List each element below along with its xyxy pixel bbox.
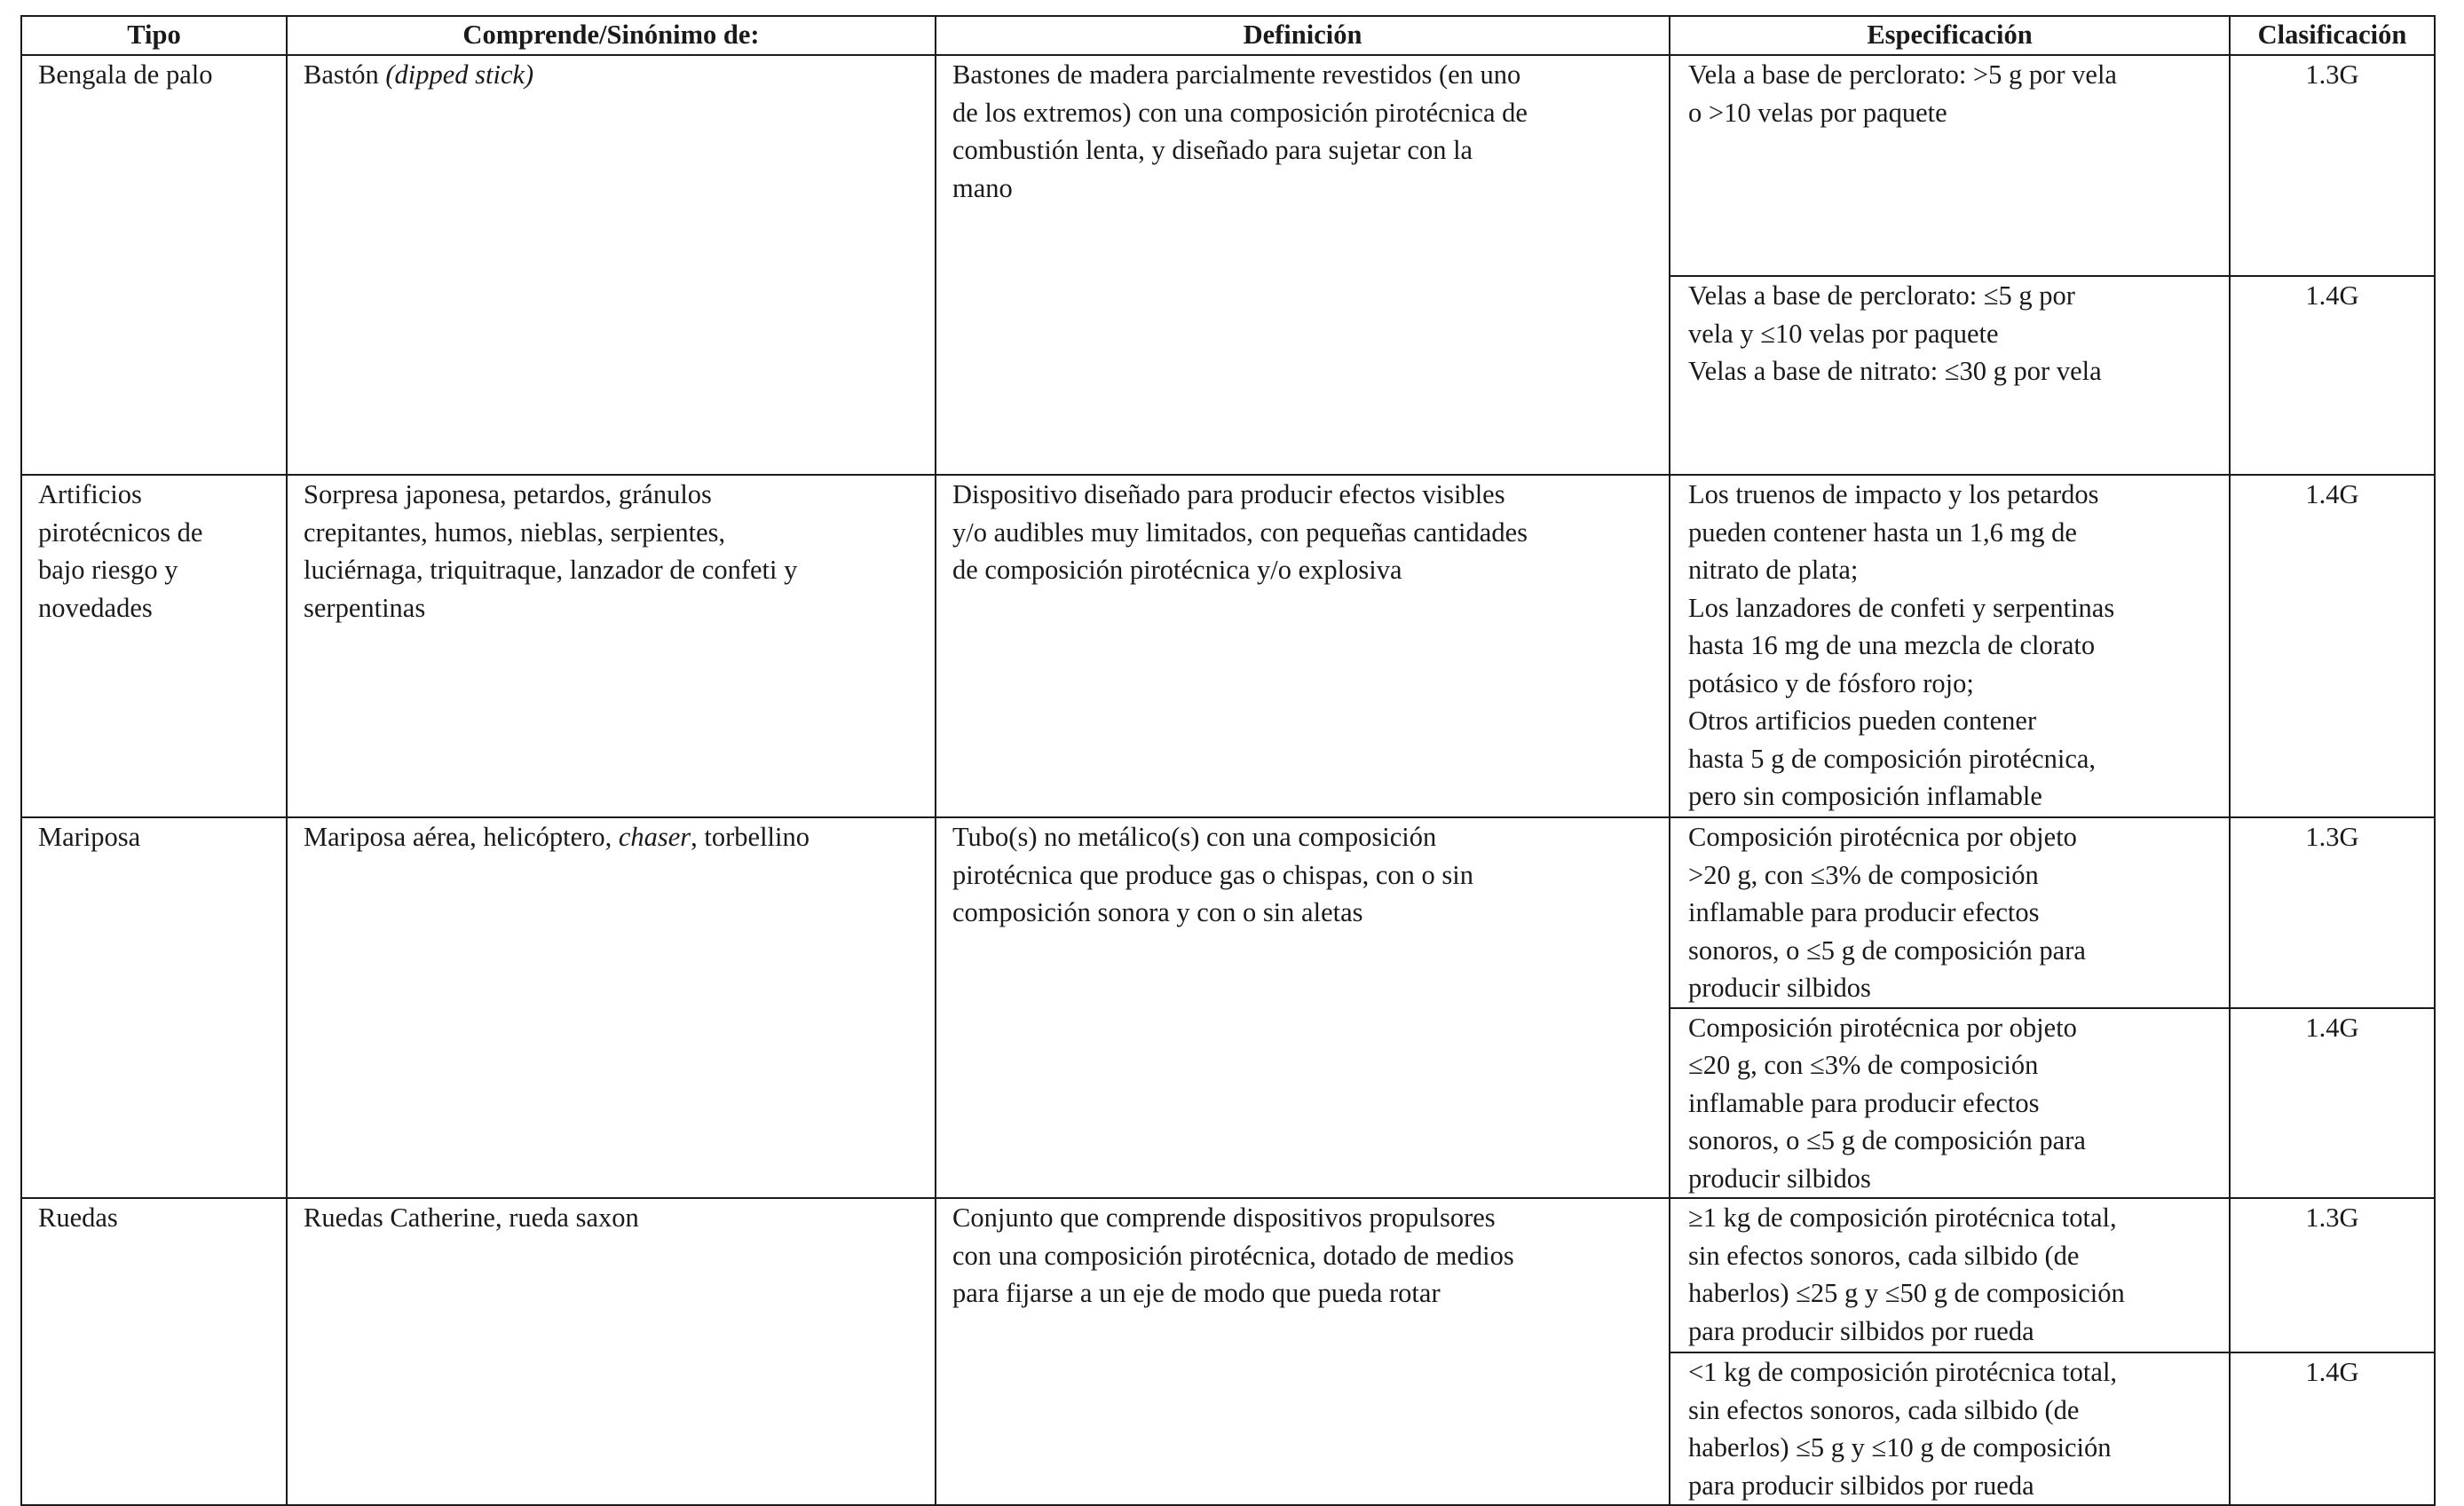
table-row xyxy=(21,1198,2435,1352)
cell-especificacion xyxy=(1670,475,2230,817)
comprende-text: Ruedas Catherine, rueda saxon xyxy=(304,1202,639,1233)
tipo-text: Mariposa xyxy=(38,822,141,852)
cell-clasificacion: 1.3G xyxy=(2230,817,2435,1008)
especificacion-text: ≥1 kg de composición pirotécnica total, sin efectos sonoros, cada silbido (de haberlos) ≤25 g y ≤50 g de composición para producir silbidos por rueda xyxy=(1688,1202,2125,1346)
header-especificacion: Especificación xyxy=(1670,16,2230,55)
especificacion-text: Los truenos de impacto y los petardos pueden contener hasta un 1,6 mg de nitrato de plata; Los lanzadores de confeti y serpentinas hasta 16 mg de una mezcla de clorato potásico y de fósforo rojo; Otros artificios pueden contener hasta 5 g de composición pirotécnica, pero sin composición inflamable xyxy=(1688,479,2115,811)
cell-especificacion xyxy=(1670,55,2230,276)
comprende-text: Mariposa aérea, helicóptero, xyxy=(304,822,619,852)
cell-tipo xyxy=(21,817,287,1198)
cell-clasificacion: 1.4G xyxy=(2230,1352,2435,1505)
cell-definicion xyxy=(936,55,1670,475)
table-row xyxy=(21,475,2435,817)
comprende-text: Sorpresa japonesa, petardos, gránulos crepitantes, humos, nieblas, serpientes, luciérnaga, triquitraque, lanzador de confeti y serpentinas xyxy=(304,479,798,623)
definicion-text: Conjunto que comprende dispositivos propulsores con una composición pirotécnica, dotado de medios para fijarse a un eje de modo que pueda rotar xyxy=(952,1202,1514,1308)
cell-definicion xyxy=(936,817,1670,1198)
cell-comprende xyxy=(287,55,936,475)
comprende-italic-text: (dipped stick) xyxy=(385,59,534,90)
header-tipo: Tipo xyxy=(21,16,287,55)
cell-clasificacion: 1.4G xyxy=(2230,1008,2435,1199)
cell-tipo xyxy=(21,1198,287,1505)
cell-especificacion xyxy=(1670,817,2230,1008)
cell-definicion xyxy=(936,1198,1670,1505)
header-comprende: Comprende/Sinónimo de: xyxy=(287,16,936,55)
definicion-text: Tubo(s) no metálico(s) con una composición pirotécnica que produce gas o chispas, con o sin composición sonora y con o sin aletas xyxy=(952,822,1473,927)
especificacion-text: Composición pirotécnica por objeto ≤20 g, con ≤3% de composición inflamable para producir efectos sonoros, o ≤5 g de composición para producir silbidos xyxy=(1688,1012,2086,1194)
cell-clasificacion: 1.3G xyxy=(2230,55,2435,276)
cell-especificacion xyxy=(1670,1008,2230,1199)
cell-definicion xyxy=(936,475,1670,817)
cell-tipo xyxy=(21,475,287,817)
cell-clasificacion: 1.4G xyxy=(2230,475,2435,817)
classification-table xyxy=(20,15,2436,1506)
especificacion-text: Velas a base de perclorato: ≤5 g por vela y ≤10 velas por paquete Velas a base de nitrato: ≤30 g por vela xyxy=(1688,280,2102,386)
definicion-text: Dispositivo diseñado para producir efectos visibles y/o audibles muy limitados, con pequeñas cantidades de composición pirotécnica y/o explosiva xyxy=(952,479,1528,585)
especificacion-text: <1 kg de composición pirotécnica total, sin efectos sonoros, cada silbido (de haberlos) ≤5 g y ≤10 g de composición para producir silbidos por rueda xyxy=(1688,1357,2118,1501)
header-clasificacion: Clasificación xyxy=(2230,16,2435,55)
tipo-text: Ruedas xyxy=(38,1202,118,1233)
header-definicion: Definición xyxy=(936,16,1670,55)
cell-comprende xyxy=(287,475,936,817)
tipo-text: Artificios pirotécnicos de bajo riesgo y novedades xyxy=(38,479,203,623)
cell-tipo xyxy=(21,55,287,475)
cell-clasificacion: 1.4G xyxy=(2230,276,2435,475)
table-row xyxy=(21,817,2435,1008)
cell-comprende xyxy=(287,1198,936,1505)
header-row xyxy=(21,16,2435,55)
especificacion-text: Vela a base de perclorato: >5 g por vela o >10 velas por paquete xyxy=(1688,59,2117,128)
comprende-text: Bastón xyxy=(304,59,386,90)
cell-especificacion xyxy=(1670,1198,2230,1352)
especificacion-text: Composición pirotécnica por objeto >20 g, con ≤3% de composición inflamable para producir efectos sonoros, o ≤5 g de composición para producir silbidos xyxy=(1688,822,2086,1003)
comprende-italic-text: chaser xyxy=(618,822,691,852)
table-row xyxy=(21,55,2435,276)
tipo-text: Bengala de palo xyxy=(38,59,213,90)
cell-comprende xyxy=(287,817,936,1198)
definicion-text: Bastones de madera parcialmente revestidos (en uno de los extremos) con una composición pirotécnica de combustión lenta, y diseñado para sujetar con la mano xyxy=(952,59,1528,203)
cell-clasificacion: 1.3G xyxy=(2230,1198,2435,1352)
comprende-text: , torbellino xyxy=(691,822,809,852)
cell-especificacion xyxy=(1670,1352,2230,1505)
cell-especificacion xyxy=(1670,276,2230,475)
